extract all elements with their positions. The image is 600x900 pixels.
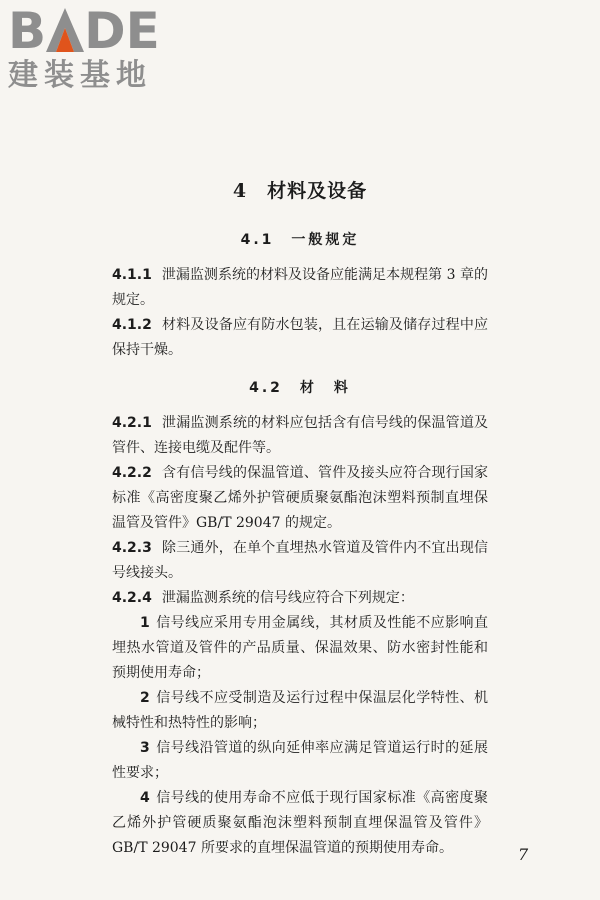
- logo-letter-b: B: [8, 2, 47, 60]
- clause-text: 泄漏监测系统的材料及设备应能满足本规程第 3 章的规定。: [112, 267, 488, 308]
- page-number: 7: [518, 845, 529, 864]
- logo-wordmark: [8, 2, 178, 60]
- clause-number: 4.2.4: [112, 590, 152, 606]
- item-text: 信号线的使用寿命不应低于现行国家标准《高密度聚乙烯外护管硬质聚氨酯泡沫塑料预制直埋保温管及管件》GB/T 29047 所要求的直埋保温管道的预期使用寿命。: [112, 790, 488, 856]
- clause-4-1-2: [112, 313, 488, 363]
- clause-4-2-3: [112, 536, 488, 586]
- logo-subtitle: 建装基地: [8, 58, 152, 93]
- item-text: 信号线应采用专用金属线，其材质及性能不应影响直埋热水管道及管件的产品质量、保温效果、防水密封性能和预期使用寿命；: [112, 615, 488, 681]
- chapter-title: 4 材料及设备: [232, 180, 368, 202]
- clause-text: 含有信号线的保温管道、管件及接头应符合现行国家标准《高密度聚乙烯外护管硬质聚氨酯泡沫塑料预制直埋保温管及管件》GB/T 29047 的规定。: [112, 465, 488, 531]
- item-number: 2: [140, 690, 150, 706]
- clause-number: 4.1.1: [112, 267, 152, 283]
- clause-4-2-4: [112, 586, 488, 611]
- clause-number: 4.2.1: [112, 415, 152, 431]
- item-number: 3: [140, 740, 150, 756]
- list-item: [112, 736, 488, 786]
- clause-text: 泄漏监测系统的材料应包括含有信号线的保温管道及管件、连接电缆及配件等。: [112, 415, 488, 456]
- document-body: [112, 176, 488, 861]
- clause-number: 4.2.2: [112, 465, 152, 481]
- item-text: 信号线沿管道的纵向延伸率应满足管道运行时的延展性要求；: [112, 740, 488, 781]
- clause-text: 材料及设备应有防水包装，且在运输及储存过程中应保持干燥。: [112, 317, 488, 358]
- section-heading-4-1: 4.1 一般规定: [240, 232, 360, 248]
- bade-logo: [8, 2, 178, 94]
- section-heading-4-2: 4.2 材 料: [249, 380, 351, 396]
- list-item: [112, 786, 488, 861]
- clause-number: 4.2.3: [112, 540, 152, 556]
- item-number: 4: [140, 790, 150, 806]
- item-number: 1: [140, 615, 150, 631]
- clause-4-2-1: [112, 411, 488, 461]
- clause-text: 除三通外，在单个直埋热水管道及管件内不宜出现信号线接头。: [112, 540, 488, 581]
- item-text: 信号线不应受制造及运行过程中保温层化学特性、机械特性和热特性的影响；: [112, 690, 488, 731]
- clause-4-2-2: [112, 461, 488, 536]
- clause-number: 4.1.2: [112, 317, 152, 333]
- list-item: [112, 611, 488, 686]
- logo-letters-de: DE: [84, 2, 160, 60]
- logo-a-icon: [46, 8, 84, 52]
- clause-text: 泄漏监测系统的信号线应符合下列规定：: [161, 590, 414, 606]
- clause-4-1-1: [112, 263, 488, 313]
- list-item: [112, 686, 488, 736]
